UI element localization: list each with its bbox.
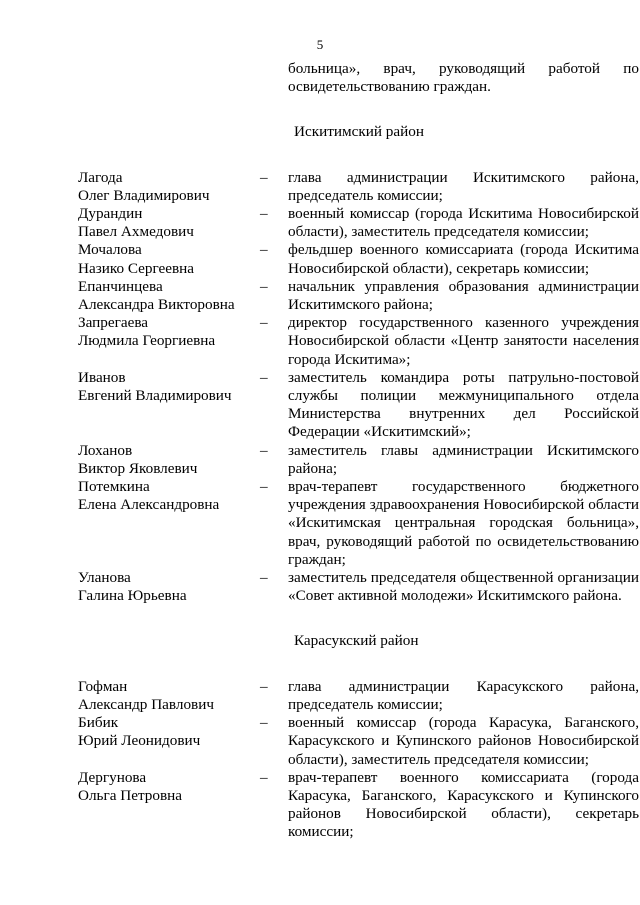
dash-separator: –: [260, 314, 268, 332]
member-entry: [78, 278, 639, 314]
member-surname: Гофман: [78, 677, 128, 695]
member-given-names: Олег Владимирович: [78, 186, 210, 204]
member-entry: [78, 569, 639, 605]
member-given-names: Евгений Владимирович: [78, 387, 232, 405]
member-surname: Бибик: [78, 714, 119, 732]
member-role: глава администрации Искитимского района, председатель комиссии;: [288, 168, 639, 204]
continuation-paragraph: больница», врач, руководящий работой по освидетельствованию граждан.: [288, 60, 639, 96]
dash-separator: –: [260, 569, 268, 587]
member-entry: [78, 314, 639, 369]
dash-separator: –: [260, 168, 268, 186]
member-given-names: Павел Ахмедович: [78, 223, 194, 241]
member-surname: Иванов: [78, 368, 126, 386]
member-surname: Мочалова: [78, 241, 142, 259]
member-given-names: Галина Юрьевна: [78, 587, 187, 605]
dash-separator: –: [260, 677, 268, 695]
member-name: [78, 369, 260, 405]
dash-separator: –: [260, 768, 268, 786]
member-surname: Лоханов: [78, 441, 133, 459]
member-given-names: Александр Павлович: [78, 695, 214, 713]
dash-separator: –: [260, 241, 268, 259]
member-role: директор государственного казенного учреждения Новосибирской области «Центр занятости населения города Искитима»;: [288, 314, 639, 368]
member-role: заместитель председателя общественной организации «Совет активной молодежи» Искитимского района.: [288, 569, 639, 605]
dash-separator: –: [260, 277, 268, 295]
member-entry: [78, 369, 639, 442]
member-role: заместитель командира роты патрульно-постовой службы полиции межмуниципального отдела Министерства внутренних дел Российской Федерации «Искитимский»;: [288, 368, 639, 441]
member-given-names: Назико Сергеевна: [78, 259, 195, 277]
member-name: [78, 769, 260, 805]
member-surname: Дурандин: [78, 205, 143, 223]
member-entry: [78, 205, 639, 241]
member-surname: Уланова: [78, 569, 131, 587]
dash-separator: –: [260, 205, 268, 223]
member-surname: Лагода: [78, 168, 123, 186]
member-role: глава администрации Карасукского района, председатель комиссии;: [288, 677, 639, 713]
member-given-names: Ольга Петровна: [78, 786, 182, 804]
dash-separator: –: [260, 368, 268, 386]
member-list: [78, 678, 639, 842]
member-entry: [78, 769, 639, 842]
member-role: заместитель главы администрации Искитимского района;: [288, 441, 639, 477]
member-name: [78, 678, 260, 714]
document-body: [78, 60, 639, 842]
member-entry: [78, 478, 639, 569]
member-given-names: Людмила Георгиевна: [78, 332, 216, 350]
member-name: [78, 569, 260, 605]
member-name: [78, 278, 260, 314]
member-entry: [78, 442, 639, 478]
member-given-names: Юрий Леонидович: [78, 732, 201, 750]
member-entry: [78, 241, 639, 277]
member-entry: [78, 169, 639, 205]
member-name: [78, 169, 260, 205]
dash-separator: –: [260, 441, 268, 459]
member-name: [78, 478, 260, 514]
section-title: Искитимский район: [294, 123, 424, 141]
member-surname: Епанчинцева: [78, 277, 163, 295]
member-name: [78, 442, 260, 478]
member-given-names: Виктор Яковлевич: [78, 459, 198, 477]
member-entry: [78, 714, 639, 769]
section-title: Карасукский район: [294, 632, 419, 650]
page-number: 5: [316, 37, 324, 52]
member-name: [78, 314, 260, 350]
member-name: [78, 241, 260, 277]
member-name: [78, 714, 260, 750]
member-entry: [78, 678, 639, 714]
member-list: [78, 169, 639, 606]
member-surname: Дергунова: [78, 768, 147, 786]
dash-separator: –: [260, 714, 268, 732]
member-surname: Запрегаева: [78, 314, 149, 332]
member-role: начальник управления образования администрации Искитимского района;: [288, 277, 639, 314]
member-given-names: Елена Александровна: [78, 496, 220, 514]
member-given-names: Александра Викторовна: [78, 296, 235, 314]
member-role: врач-терапевт государственного бюджетного учреждения здравоохранения Новосибирской области «Искитимская центральная городская больница», врач, руководящий работой по освидетельствованию граждан;: [288, 478, 639, 568]
member-role: фельдшер военного комиссариата (города Искитима Новосибирской области), секретарь комиссии;: [288, 241, 639, 277]
member-role: врач-терапевт военного комиссариата (города Карасука, Баганского, Карасукского и Купинского районов Новосибирской области), секретарь комиссии;: [288, 768, 639, 841]
dash-separator: –: [260, 478, 268, 496]
member-surname: Потемкина: [78, 478, 150, 496]
member-role: военный комиссар (города Искитима Новосибирской области), заместитель председателя комиссии;: [288, 205, 639, 241]
member-role: военный комиссар (города Карасука, Баганского, Карасукского и Купинского районов Новосибирской области), заместитель председателя комиссии;: [288, 714, 639, 768]
member-name: [78, 205, 260, 241]
